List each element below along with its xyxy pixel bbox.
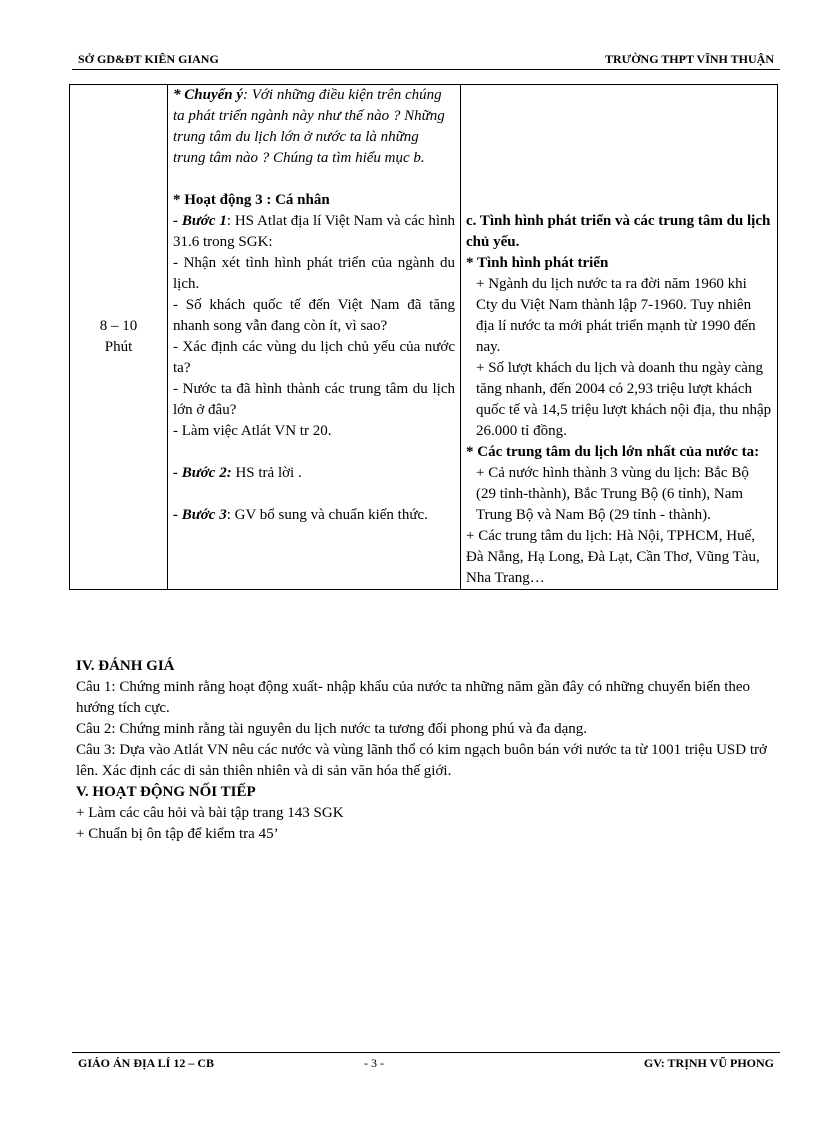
transition-text xyxy=(173,85,455,169)
table-row xyxy=(70,85,778,590)
time-range: 8 – 10 xyxy=(99,318,138,334)
followup-title: V. HOẠT ĐỘNG NỐI TIẾP xyxy=(76,784,256,800)
evaluation-question: Câu 2: Chứng minh rằng tài nguyên du lịch nước ta tương đối phong phú và đa dạng. xyxy=(76,721,588,737)
activity-title: * Hoạt động 3 : Cá nhân xyxy=(173,192,330,208)
step1 xyxy=(173,211,455,253)
transition-body: : Với những điều kiện trên chúng ta phát triển ngành này như thế nào ? Những trung tâm du lịch lớn ở nước ta là những trung tâm nào ? Chúng ta tìm hiểu mục b. xyxy=(173,87,445,166)
development-item: + Ngành du lịch nước ta ra đời năm 1960 khi Cty du Việt Nam thành lập 7-1960. Tuy nhiên địa lí nước ta mới phát triển mạnh từ 1990 đến nay. xyxy=(476,276,756,355)
step3-text: : GV bổ sung và chuẩn kiến thức. xyxy=(226,507,428,523)
activity-cell xyxy=(168,85,461,590)
page-footer xyxy=(72,1056,780,1072)
step2 xyxy=(173,463,455,484)
step1-label: - Bước 1 xyxy=(173,213,227,229)
transition-label: * Chuyển ý xyxy=(173,87,244,103)
followup-item: + Chuẩn bị ôn tập để kiểm tra 45’ xyxy=(76,826,279,842)
followup-item: + Làm các câu hỏi và bài tập trang 143 SGK xyxy=(76,805,344,821)
step3-label: - Bước 3 xyxy=(173,507,227,523)
step2-label: - Bước 2: xyxy=(173,465,232,481)
content-title: c. Tình hình phát triển và các trung tâm du lịch chủ yếu. xyxy=(466,213,771,250)
lesson-table xyxy=(69,84,778,590)
step1-item: - Số khách quốc tế đến Việt Nam đã tăng nhanh song vẫn đang còn ít, vì sao? xyxy=(173,297,455,334)
footer-left: GIÁO ÁN ĐỊA LÍ 12 – CB xyxy=(78,1056,215,1070)
centers-item: + Cả nước hình thành 3 vùng du lịch: Bắc Bộ (29 tỉnh-thành), Bắc Trung Bộ (6 tỉnh), Nam Trung Bộ và Nam Bộ (29 tỉnh - thành). xyxy=(476,465,749,523)
header-right: TRƯỜNG THPT VĨNH THUẬN xyxy=(604,52,774,66)
content-cell xyxy=(461,85,778,590)
centers-item: + Các trung tâm du lịch: Hà Nội, TPHCM, Huế, Đà Nẵng, Hạ Long, Đà Lạt, Cần Thơ, Vũng Tàu, Nha Trang… xyxy=(466,528,760,586)
evaluation-section xyxy=(76,656,778,845)
page-number: - 3 - xyxy=(364,1056,384,1070)
step3 xyxy=(173,505,455,526)
evaluation-question: Câu 3: Dựa vào Atlát VN nêu các nước và vùng lãnh thổ có kim ngạch buôn bán với nước ta từ 1001 triệu USD trở lên. Xác định các di sản thiên nhiên và di sản văn hóa thế giới. xyxy=(76,742,767,779)
footer-right: GV: TRỊNH VŨ PHONG xyxy=(643,1056,774,1070)
step2-text: HS trả lời . xyxy=(231,465,302,481)
footer-rule xyxy=(72,1052,780,1053)
development-item: + Số lượt khách du lịch và doanh thu ngày càng tăng nhanh, đến 2004 có 2,93 triệu lượt khách quốc tế và 14,5 triệu lượt khách nội địa, thu nhập 26.000 tỉ đồng. xyxy=(476,360,772,439)
development-title: * Tình hình phát triển xyxy=(466,255,609,271)
header-left: SỞ GD&ĐT KIÊN GIANG xyxy=(78,52,219,66)
centers-title: * Các trung tâm du lịch lớn nhất của nước ta: xyxy=(466,444,760,460)
step1-item: - Xác định các vùng du lịch chủ yếu của nước ta? xyxy=(173,339,455,376)
header-rule xyxy=(72,69,780,70)
step1-item: - Nước ta đã hình thành các trung tâm du lịch lớn ở đâu? xyxy=(173,381,455,418)
evaluation-question: Câu 1: Chứng minh rằng hoạt động xuất- nhập khẩu của nước ta những năm gần đây có những chuyển biến theo hướng tích cực. xyxy=(76,679,751,716)
step1-text: : HS Atlat địa lí Việt Nam và các hình 31.6 trong SGK: xyxy=(173,213,455,250)
evaluation-title: IV. ĐÁNH GIÁ xyxy=(76,658,175,674)
step1-item: - Làm việc Atlát VN tr 20. xyxy=(173,423,332,439)
page-header xyxy=(72,52,780,68)
time-unit: Phút xyxy=(104,339,133,355)
time-cell xyxy=(70,85,168,590)
step1-item: - Nhận xét tình hình phát triển của ngành du lịch. xyxy=(173,255,455,292)
